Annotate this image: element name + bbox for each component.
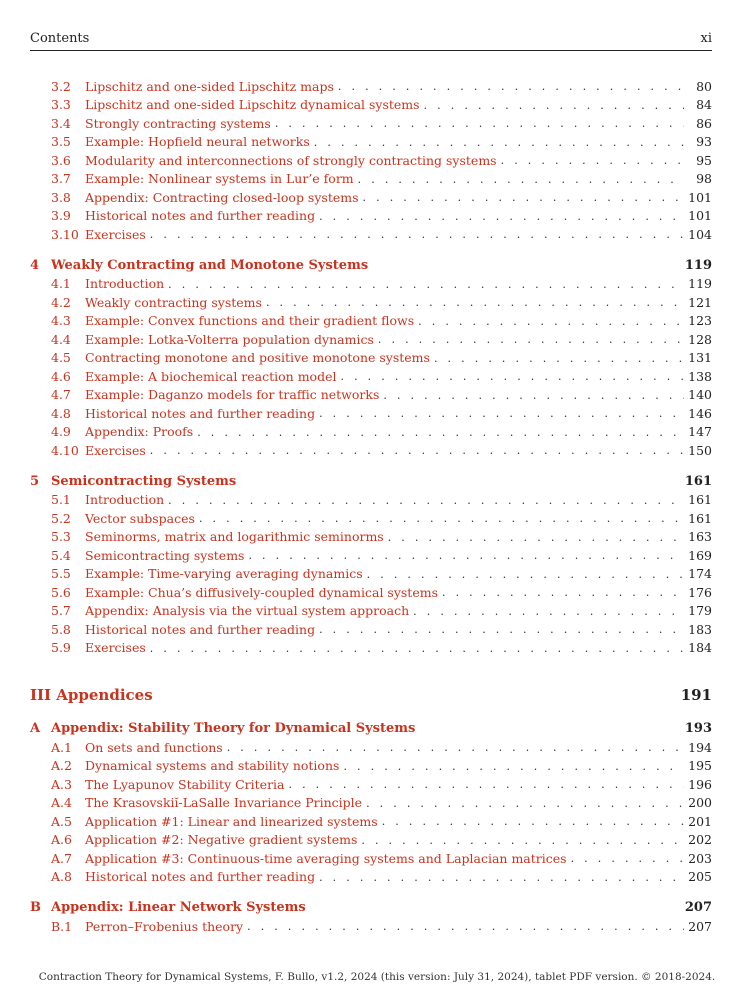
dot-leader (571, 849, 684, 868)
toc-section[interactable] (30, 293, 712, 312)
dot-leader (442, 583, 684, 602)
section-page: 80 (696, 78, 712, 94)
section-number: 3.4 (51, 115, 71, 131)
section-title: On sets and functions (85, 739, 223, 755)
section-title: Appendix: Analysis via the virtual system approach (85, 603, 410, 619)
toc-section[interactable] (30, 509, 712, 528)
section-title: Perron–Frobenius theory (85, 918, 244, 934)
section-number: 4.4 (51, 331, 71, 347)
section-title: Historical notes and further reading (85, 208, 316, 224)
dot-leader (366, 794, 684, 813)
toc-section[interactable] (30, 738, 712, 757)
section-title: Exercises (85, 640, 146, 656)
section-number: 4.7 (51, 387, 71, 403)
section-number: 3.3 (51, 97, 71, 113)
toc-section[interactable] (30, 775, 712, 794)
section-title: Example: Chua’s diffusively-coupled dynamical systems (85, 584, 438, 600)
section-number: 5.6 (51, 584, 71, 600)
dot-leader (382, 812, 684, 831)
chapter-title: Weakly Contracting and Monotone Systems (51, 257, 369, 273)
section-page: 131 (688, 350, 712, 366)
dot-leader (227, 738, 684, 757)
section-title: Application #3: Continuous-time averaging systems and Laplacian matrices (85, 850, 567, 866)
section-number: 5.2 (51, 510, 71, 526)
section-page: 179 (688, 603, 712, 619)
section-title: Introduction (85, 492, 165, 508)
section-number: 4.1 (51, 276, 71, 292)
section-page: 86 (696, 115, 712, 131)
dot-leader (363, 188, 684, 207)
section-title: Weakly contracting systems (85, 294, 262, 310)
toc-section[interactable] (30, 133, 712, 152)
section-title: Seminorms, matrix and logarithmic seminorms (85, 529, 384, 545)
section-page: 161 (688, 510, 712, 526)
toc-section[interactable] (30, 404, 712, 423)
section-number: 3.2 (51, 78, 71, 94)
section-title: Strongly contracting systems (85, 115, 271, 131)
toc-section[interactable] (30, 386, 712, 405)
toc-section[interactable] (30, 849, 712, 868)
toc-section[interactable] (30, 207, 712, 226)
section-title: Example: Lotka-Volterra population dynamics (85, 331, 374, 347)
section-title: Historical notes and further reading (85, 405, 316, 421)
section-page: 140 (688, 387, 712, 403)
section-number: 3.5 (51, 134, 71, 150)
dot-leader (319, 404, 684, 423)
toc-section[interactable] (30, 528, 712, 547)
section-number: B.1 (51, 918, 73, 934)
section-page: 101 (688, 208, 712, 224)
section-page: 98 (696, 171, 712, 187)
dot-leader (275, 114, 684, 133)
section-title: Semicontracting systems (85, 547, 245, 563)
toc-section[interactable] (30, 96, 712, 115)
section-number: 4.5 (51, 350, 71, 366)
table-of-contents (30, 77, 712, 936)
section-page: 184 (688, 640, 712, 656)
dot-leader (266, 293, 684, 312)
section-title: Example: Nonlinear systems in Lur’e form (85, 171, 354, 187)
chapter-number: 5 (30, 473, 40, 489)
dot-leader (197, 423, 684, 442)
section-number: 4.3 (51, 313, 71, 329)
dot-leader (150, 225, 684, 244)
section-page: 201 (688, 813, 712, 829)
dot-leader (378, 330, 684, 349)
chapter-title: Semicontracting Systems (51, 473, 237, 489)
toc-section[interactable] (30, 114, 712, 133)
dot-leader (319, 868, 684, 887)
section-page: 194 (688, 739, 712, 755)
section-title: Exercises (85, 442, 146, 458)
toc-section[interactable] (30, 812, 712, 831)
section-page: 128 (688, 331, 712, 347)
section-title: Dynamical systems and stability notions (85, 758, 340, 774)
toc-section[interactable] (30, 151, 712, 170)
dot-leader (501, 151, 684, 170)
section-page: 95 (696, 152, 712, 168)
section-number: A.3 (51, 776, 72, 792)
dot-leader (418, 312, 684, 331)
section-page: 174 (688, 566, 712, 582)
chapter-page: 207 (684, 900, 712, 915)
toc-section[interactable] (30, 367, 712, 386)
part-page: 191 (680, 686, 712, 704)
section-title: Historical notes and further reading (85, 621, 316, 637)
toc-section[interactable] (30, 312, 712, 331)
toc-section[interactable] (30, 349, 712, 368)
toc-section[interactable] (30, 602, 712, 621)
toc-section[interactable] (30, 170, 712, 189)
section-title: Modularity and interconnections of strongly contracting systems (85, 152, 497, 168)
section-title: Historical notes and further reading (85, 869, 316, 885)
section-page: 207 (688, 918, 712, 934)
section-number: 4.9 (51, 424, 71, 440)
dot-leader (168, 275, 684, 294)
dot-leader (383, 386, 684, 405)
page-header (30, 30, 712, 51)
section-number: 3.10 (51, 226, 79, 242)
section-title: Application #1: Linear and linearized systems (85, 813, 378, 829)
toc-section[interactable] (30, 330, 712, 349)
section-number: 5.8 (51, 621, 71, 637)
chapter-number: 4 (30, 257, 40, 273)
dot-leader (343, 757, 684, 776)
section-title: The Krasovskiĭ-LaSalle Invariance Principle (85, 795, 363, 811)
section-page: 93 (696, 134, 712, 150)
toc-section[interactable] (30, 441, 712, 460)
toc-section[interactable] (30, 639, 712, 658)
section-number: 4.6 (51, 368, 71, 384)
section-page: 138 (688, 368, 712, 384)
section-page: 169 (688, 547, 712, 563)
section-number: 5.7 (51, 603, 71, 619)
section-title: Example: Convex functions and their gradient flows (85, 313, 415, 329)
section-title: Introduction (85, 276, 165, 292)
section-number: A.6 (51, 832, 72, 848)
dot-leader (424, 96, 684, 115)
section-number: 5.4 (51, 547, 71, 563)
toc-section[interactable] (30, 583, 712, 602)
toc-section[interactable] (30, 423, 712, 442)
section-page: 101 (688, 189, 712, 205)
toc-section[interactable] (30, 225, 712, 244)
section-page: 203 (688, 850, 712, 866)
section-title: Example: A biochemical reaction model (85, 368, 337, 384)
section-number: 5.1 (51, 492, 71, 508)
section-number: 5.3 (51, 529, 71, 545)
section-page: 123 (688, 313, 712, 329)
dot-leader (199, 509, 684, 528)
toc-part[interactable] (30, 683, 712, 707)
section-title: Appendix: Contracting closed-loop systems (85, 189, 359, 205)
section-page: 146 (688, 405, 712, 421)
section-title: Lipschitz and one-sided Lipschitz maps (85, 78, 334, 94)
toc-section[interactable] (30, 794, 712, 813)
chapter-page: 119 (684, 257, 712, 273)
section-title: Vector subspaces (85, 510, 195, 526)
dot-leader (358, 170, 684, 189)
part-title: III Appendices (30, 686, 153, 704)
page-number: xi (700, 31, 712, 46)
section-title: Lipschitz and one-sided Lipschitz dynamical systems (85, 97, 420, 113)
section-page: 121 (688, 294, 712, 310)
section-page: 183 (688, 621, 712, 637)
toc-section[interactable] (30, 620, 712, 639)
section-page: 195 (688, 758, 712, 774)
toc-section[interactable] (30, 917, 712, 936)
dot-leader (168, 491, 684, 510)
section-number: A.1 (51, 739, 72, 755)
section-title: Appendix: Proofs (85, 424, 194, 440)
chapter-title: Appendix: Stability Theory for Dynamical Systems (51, 721, 416, 736)
section-title: Example: Hopfield neural networks (85, 134, 310, 150)
section-page: 119 (688, 276, 712, 292)
dot-leader (361, 831, 684, 850)
section-number: A.2 (51, 758, 72, 774)
section-page: 202 (688, 832, 712, 848)
dot-leader (388, 528, 684, 547)
section-title: Contracting monotone and positive monotone systems (85, 350, 430, 366)
section-number: A.4 (51, 795, 72, 811)
section-number: 4.8 (51, 405, 71, 421)
dot-leader (247, 917, 684, 936)
dot-leader (248, 546, 684, 565)
chapter-title: Appendix: Linear Network Systems (51, 900, 306, 915)
toc-chapter[interactable] (30, 256, 712, 275)
toc-section[interactable] (30, 77, 712, 96)
dot-leader (314, 133, 684, 152)
section-page: 205 (688, 869, 712, 885)
toc-chapter[interactable] (30, 472, 712, 491)
section-page: 196 (688, 776, 712, 792)
dot-leader (338, 77, 684, 96)
section-page: 84 (696, 97, 712, 113)
section-number: 5.5 (51, 566, 71, 582)
section-title: Example: Time-varying averaging dynamics (85, 566, 363, 582)
toc-section[interactable] (30, 565, 712, 584)
dot-leader (434, 349, 684, 368)
section-number: A.7 (51, 850, 72, 866)
section-page: 163 (688, 529, 712, 545)
section-title: The Lyapunov Stability Criteria (85, 776, 285, 792)
dot-leader (150, 441, 684, 460)
section-title: Application #2: Negative gradient systems (85, 832, 358, 848)
section-page: 147 (688, 424, 712, 440)
section-number: 3.8 (51, 189, 71, 205)
dot-leader (319, 207, 684, 226)
section-page: 104 (688, 226, 712, 242)
toc-section[interactable] (30, 275, 712, 294)
toc-section[interactable] (30, 188, 712, 207)
section-number: 3.6 (51, 152, 71, 168)
toc-chapter[interactable] (30, 898, 712, 917)
chapter-page: 193 (684, 721, 712, 736)
section-number: A.5 (51, 813, 72, 829)
section-page: 150 (688, 442, 712, 458)
page-footer: Contraction Theory for Dynamical Systems, F. Bullo, v1.2, 2024 (this version: July 31, 2024), tablet PDF version. © 2018-2024. (38, 971, 716, 983)
toc-section[interactable] (30, 491, 712, 510)
chapter-page: 161 (684, 473, 712, 489)
section-number: 5.9 (51, 640, 71, 656)
section-number: 3.9 (51, 208, 71, 224)
chapter-number: B (30, 900, 41, 915)
toc-section[interactable] (30, 546, 712, 565)
toc-chapter[interactable] (30, 719, 712, 738)
running-head: Contents (30, 31, 90, 46)
chapter-number: A (30, 721, 41, 736)
toc-section[interactable] (30, 868, 712, 887)
section-page: 176 (688, 584, 712, 600)
section-number: 4.10 (51, 442, 79, 458)
dot-leader (150, 639, 684, 658)
section-title: Exercises (85, 226, 146, 242)
section-page: 200 (688, 795, 712, 811)
section-number: 3.7 (51, 171, 71, 187)
dot-leader (289, 775, 685, 794)
dot-leader (340, 367, 684, 386)
dot-leader (367, 565, 684, 584)
toc-section[interactable] (30, 831, 712, 850)
toc-section[interactable] (30, 757, 712, 776)
section-number: 4.2 (51, 294, 71, 310)
dot-leader (319, 620, 684, 639)
dot-leader (413, 602, 684, 621)
section-page: 161 (688, 492, 712, 508)
section-number: A.8 (51, 869, 72, 885)
section-title: Example: Daganzo models for traffic networks (85, 387, 380, 403)
